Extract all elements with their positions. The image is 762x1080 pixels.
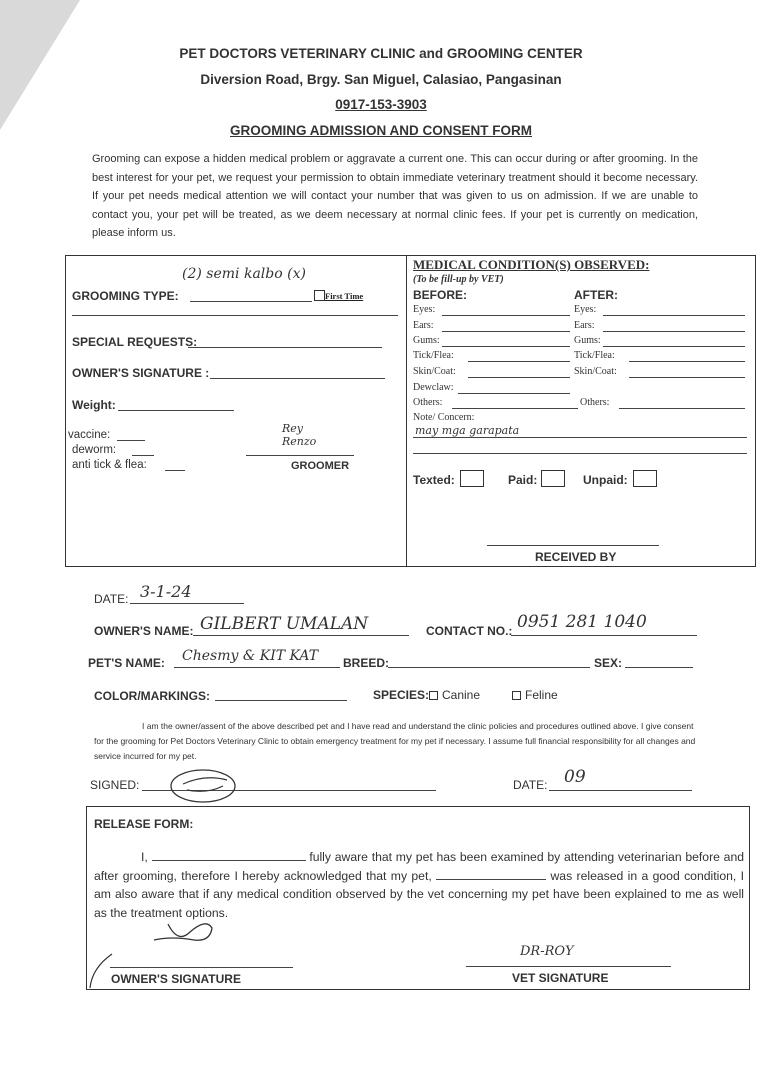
after-field-line: [619, 408, 745, 409]
medical-title: MEDICAL CONDITION(S) OBSERVED:: [413, 257, 650, 272]
sex-label: SEX:: [594, 656, 623, 670]
species-option-canine[interactable]: [429, 688, 480, 702]
note-line-2: [413, 453, 747, 454]
date-value: 3-1-24: [140, 582, 192, 601]
vet-signature-label: VET SIGNATURE: [512, 971, 609, 985]
paid-label: Paid:: [508, 473, 538, 487]
pet-name-blank: [436, 867, 546, 880]
after-field-label: Ears:: [574, 320, 595, 331]
vet-name: DR-ROY: [520, 944, 574, 959]
pet-name-line: [174, 667, 340, 668]
contact-line: [511, 635, 697, 636]
after-field-label: Eyes:: [574, 304, 597, 315]
received-by-line: [487, 545, 659, 546]
release-signature-scribble: [150, 912, 218, 952]
form-title: GROOMING ADMISSION AND CONSENT FORM: [230, 123, 532, 138]
release-title: RELEASE FORM:: [94, 817, 194, 831]
before-field-line: [442, 315, 570, 316]
anti-tick-label: anti tick & flea:: [72, 459, 147, 471]
release-owner-signature-label: OWNER'S SIGNATURE: [111, 972, 241, 986]
after-field-line: [629, 377, 745, 378]
clinic-name: PET DOCTORS VETERINARY CLINIC and GROOMING CENTER: [179, 46, 583, 61]
groomer-line: [246, 455, 354, 456]
medical-subtitle: (To be fill-up by VET): [413, 274, 504, 285]
signed-label: SIGNED:: [90, 778, 140, 792]
species-label: SPECIES:: [373, 688, 430, 702]
admission-divider: [406, 256, 407, 566]
canine-checkbox[interactable]: [429, 691, 438, 700]
pet-name-value: Chesmy & KIT KAT: [182, 648, 319, 664]
contact-label: CONTACT NO.:: [426, 624, 513, 638]
after-label: AFTER:: [574, 288, 618, 302]
date-label: DATE:: [94, 592, 129, 606]
before-label: BEFORE:: [413, 288, 467, 302]
paid-checkbox[interactable]: [541, 470, 565, 487]
date-line: [130, 603, 244, 604]
species-option-feline[interactable]: [512, 688, 558, 702]
deworm-label: deworm:: [72, 444, 117, 456]
owner-signature-scribble: [165, 764, 245, 806]
anti-tick-line: [165, 470, 185, 471]
unpaid-label: Unpaid:: [583, 473, 628, 487]
release-text-1: I,: [141, 850, 148, 864]
owner-signature-label: OWNER'S SIGNATURE :: [72, 366, 210, 380]
note-line-1: [413, 437, 747, 438]
before-field-label: Tick/Flea:: [413, 350, 454, 361]
before-field-label: Gums:: [413, 335, 440, 346]
sex-line: [625, 667, 693, 668]
after-field-line: [603, 346, 745, 347]
first-time-checkbox[interactable]: [314, 290, 325, 301]
groomer-name: Rey Renzo: [282, 422, 317, 448]
before-field-label: Eyes:: [413, 304, 436, 315]
groomer-label: GROOMER: [291, 460, 350, 472]
after-field-label: Others:: [580, 397, 610, 408]
before-field-line: [442, 331, 570, 332]
release-text-3: was released in a good condition, I am also aware that if any medical condition observed by the vet concerning my pet have been explained to me as well as the treatment options.: [94, 868, 745, 920]
pet-name-label: PET'S NAME:: [88, 656, 165, 670]
release-owner-signature-line: [110, 967, 293, 968]
contact-value: 0951 281 1040: [517, 612, 647, 632]
before-field-line: [468, 361, 570, 362]
clinic-phone: 0917-153-3903: [335, 97, 427, 112]
unpaid-checkbox[interactable]: [633, 470, 657, 487]
before-field-label: Ears:: [413, 320, 434, 331]
grooming-type-line-2: [72, 315, 398, 316]
release-text-2: fully aware that my pet has been examined by attending veterinarian before and after grooming, therefore I hereby acknowledged that my pet,: [94, 850, 745, 883]
grooming-type-label: GROOMING TYPE:: [72, 289, 179, 303]
texted-label: Texted:: [413, 473, 455, 487]
deworm-line: [132, 455, 154, 456]
before-field-label: Dewclaw:: [413, 382, 454, 393]
after-field-line: [629, 361, 745, 362]
owner-name-line: [193, 635, 409, 636]
after-field-line: [603, 331, 745, 332]
before-field-label: Skin/Coat:: [413, 366, 456, 377]
date2-label: DATE:: [513, 778, 548, 792]
vet-signature-line: [466, 966, 671, 967]
clinic-address: Diversion Road, Brgy. San Miguel, Calasiao, Pangasinan: [200, 72, 562, 87]
before-field-line: [458, 393, 570, 394]
grooming-type-value: (2) semi kalbo (x): [182, 266, 306, 282]
special-requests-line: [188, 347, 382, 348]
note-value: may mga garapata: [415, 424, 520, 437]
owner-name-value: GILBERT UMALAN: [200, 614, 369, 634]
date2-line: [549, 790, 692, 791]
owner-name-blank: [152, 848, 306, 861]
texted-checkbox[interactable]: [460, 470, 484, 487]
grooming-type-line: [190, 301, 312, 302]
before-field-line: [452, 408, 578, 409]
breed-line: [388, 667, 590, 668]
received-by-label: RECEIVED BY: [535, 550, 617, 564]
breed-label: BREED:: [343, 656, 390, 670]
after-field-label: Skin/Coat:: [574, 366, 617, 377]
after-field-label: Gums:: [574, 335, 601, 346]
intro-paragraph: Grooming can expose a hidden medical problem or aggravate a current one. This can occur during or after grooming. In the best interest for your pet, we request your permission to obtain immediate veterinary treatment should it become necessary. If your pet needs medical attention we will contact your number that was given to us on admission. If we are unable to contact you, your pet will be treated, as we deem necessary at normal clinic fees. If your pet is currently on medication, please inform us.: [92, 153, 698, 240]
owner-name-label: OWNER'S NAME:: [94, 624, 194, 638]
date2-value: 09: [564, 767, 586, 787]
special-requests-label: SPECIAL REQUESTS:: [72, 335, 198, 349]
weight-line: [118, 410, 234, 411]
color-markings-label: COLOR/MARKINGS:: [94, 689, 210, 703]
vaccine-line: [117, 440, 145, 441]
color-markings-line: [215, 700, 347, 701]
before-field-line: [468, 377, 570, 378]
before-field-label: Others:: [413, 397, 443, 408]
owner-signature-line: [210, 378, 385, 379]
first-time-label: First Time: [325, 291, 364, 301]
feline-checkbox[interactable]: [512, 691, 521, 700]
after-field-label: Tick/Flea:: [574, 350, 615, 361]
feline-label: Feline: [525, 688, 558, 702]
canine-label: Canine: [442, 688, 481, 702]
weight-label: Weight:: [72, 398, 116, 412]
note-label: Note/ Concern:: [413, 412, 475, 423]
consent-text: I am the owner/assent of the above described pet and I have read and understand the clinic policies and procedures outlined above. I give consent for the grooming for Pet Doctors Veterinary Clinic to obtain emergency treatment for my pet if necessary. I assume full financial responsibility for all changes and service incurred for my pet.: [94, 721, 696, 761]
vaccine-label: vaccine:: [68, 429, 111, 441]
before-field-line: [442, 346, 570, 347]
after-field-line: [603, 315, 745, 316]
release-paragraph: [94, 848, 744, 922]
